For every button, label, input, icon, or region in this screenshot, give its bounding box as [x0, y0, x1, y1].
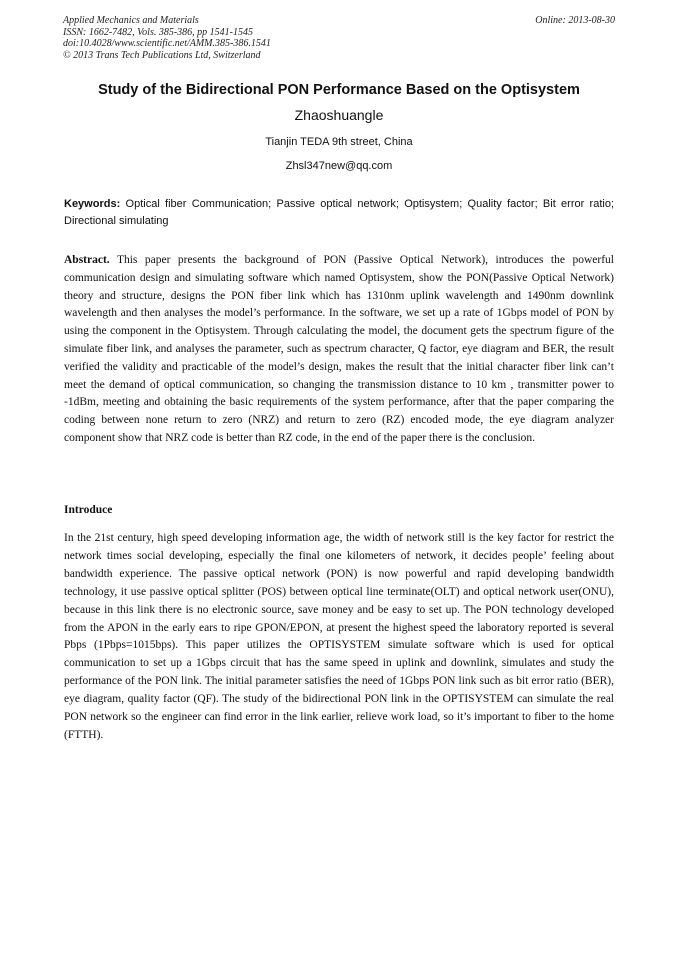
copyright-line: © 2013 Trans Tech Publications Ltd, Switzerland: [63, 49, 261, 61]
keywords-text: Optical fiber Communication; Passive optical network; Optisystem; Quality factor; Bit error ratio; Directional simulating: [64, 198, 614, 227]
issn-line: ISSN: 1662-7482, Vols. 385-386, pp 1541-1545: [63, 26, 253, 38]
keywords-label: Keywords:: [64, 198, 121, 210]
author-name: Zhaoshuangle: [294, 107, 384, 123]
journal-name: Applied Mechanics and Materials: [63, 15, 199, 26]
abstract-text: This paper presents the background of PON (Passive Optical Network), introduces the powerful communication design and simulating software which named Optisystem, show the PON(Passive Optical Network) theory and structure, designs the PON fiber link which has 1310nm uplink wavelength and 1490nm downlink wavelength and then analyses the model’s performance. In the software, we set up a rate of 1Gbps model of PON by using the component in the Optisystem. Through calculating the model, the document gets the spectrum figure of the simulate fiber link, and analyses the parameter, such as spectrum character, Q factor, eye diagram and BER, the result verified the validity and practicable of the model’s design, makes the result that the initial character fiber link can’t meet the demand of optical communication, so changing the transmission distance to 10 km , transmitter power to -1dBm, meeting and obtaining the basic requirements of the system performance, after that the paper comparing the coding between none return to zero (NRZ) and return to zero (RZ) encoded mode, the eye diagram analyzer component show that NRZ code is better than RZ code, in the end of the paper there is the conclusion.: [64, 254, 614, 444]
abstract-paragraph: [64, 252, 614, 448]
abstract-label: Abstract.: [64, 254, 110, 266]
section-heading-introduce: Introduce: [64, 504, 113, 516]
paper-title: Study of the Bidirectional PON Performance Based on the Optisystem: [98, 82, 580, 98]
introduce-paragraph: In the 21st century, high speed developing information age, the width of network still is the key factor for restrict the network times social developing, especially the final one kilometers of network, it decides people’ feeling about bandwidth experience. The passive optical network (PON) is now powerful and rapid developing bandwidth technology, it use passive optical splitter (POS) between optical line terminate(OLT) and optical network user(ONU), because in this link there is no electronic source, save money and be easy to set up. The PON technology developed from the APON in the early ears to ripe GPON/EPON, at present the highest speed the laboratory reported is several Pbps (1Pbps=1015bps). This paper utilizes the OPTISYSTEM simulate software which is used for optical communication to set up a 1Gbps circuit that has the same speed in uplink and downlink, simulates and study the performance of the PON link. The initial parameter satisfies the need of 1Gbps PON link such as bit error ratio (BER), eye diagram, quality factor (QF). The study of the bidirectional PON link in the OPTISYSTEM can simulate the real PON network so the engineer can find error in the link earlier, relieve work load, so it’s important to fiber to the home (FTTH).: [64, 532, 614, 741]
doi-line: doi:10.4028/www.scientific.net/AMM.385-386.1541: [63, 38, 271, 49]
header-left: [63, 15, 271, 61]
author-affiliation: Tianjin TEDA 9th street, China: [265, 136, 413, 148]
author-email: Zhsl347new@qq.com: [285, 160, 393, 172]
online-date: Online: 2013-08-30: [535, 15, 615, 26]
keywords-paragraph: [64, 196, 614, 230]
